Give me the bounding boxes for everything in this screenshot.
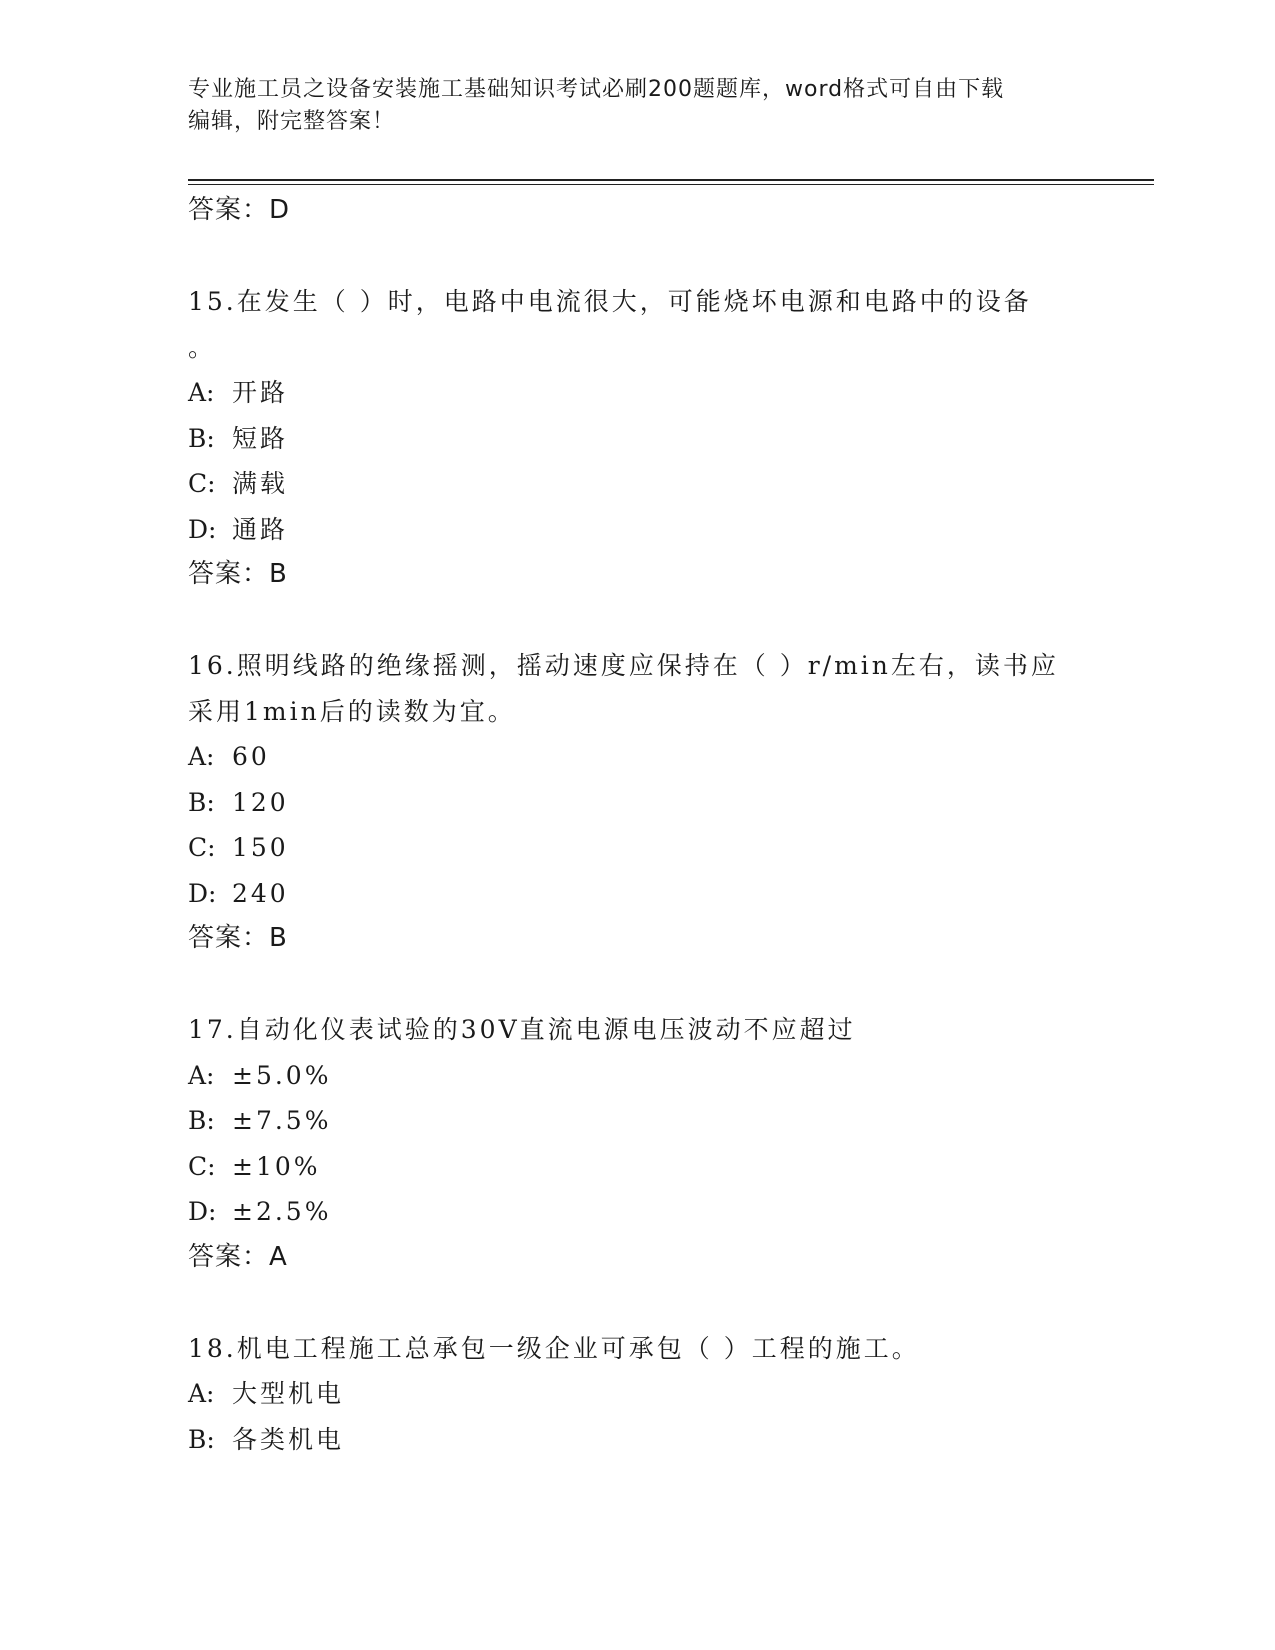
option-text: 120 (232, 787, 289, 817)
option-text: 各类机电 (232, 1424, 345, 1454)
option-text: 60 (232, 742, 270, 771)
option-item (188, 1144, 1088, 1190)
option-item (188, 370, 1088, 416)
option-item (188, 1417, 1088, 1463)
option-label: D: (188, 878, 217, 908)
question-block (188, 1007, 1088, 1280)
question-block (188, 279, 1088, 598)
option-text: 短路 (232, 423, 289, 453)
option-text: ±2.5% (232, 1197, 332, 1226)
option-item (188, 507, 1088, 553)
option-label: A: (188, 742, 215, 771)
option-text: 大型机电 (232, 1379, 345, 1408)
option-label: A: (188, 378, 215, 407)
option-text: 开路 (232, 378, 289, 407)
option-text: 通路 (232, 514, 289, 544)
header-line-2: 编辑，附完整答案！ (188, 109, 396, 134)
option-label: D: (188, 514, 217, 544)
option-item (188, 416, 1088, 462)
option-label: C: (188, 469, 216, 498)
answer-line: 答案：B (188, 559, 288, 589)
option-label: C: (188, 833, 216, 862)
question-stem: 。 (188, 332, 217, 362)
option-label: B: (188, 423, 215, 453)
option-item (188, 871, 1088, 917)
option-label: A: (188, 1379, 215, 1408)
page-header (188, 74, 1068, 138)
option-text: 满载 (232, 469, 289, 498)
option-item (188, 1053, 1088, 1099)
option-item (188, 461, 1088, 507)
question-block (188, 643, 1088, 962)
question-stem: 采用1min后的读数为宜。 (188, 696, 516, 726)
header-rule-thick (188, 179, 1154, 181)
question-stem: 16.照明线路的绝缘摇测，摇动速度应保持在（ ）r/min左右，读书应 (188, 651, 1059, 680)
option-label: B: (188, 1424, 215, 1454)
option-item (188, 780, 1088, 826)
option-label: A: (188, 1060, 215, 1090)
header-rule-thin (188, 184, 1154, 185)
option-item (188, 734, 1088, 780)
answer-line: 答案：B (188, 923, 288, 953)
question-stem: 15.在发生（ ）时，电路中电流很大，可能烧坏电源和电路中的设备 (188, 287, 1032, 316)
question-stem: 17.自动化仪表试验的30V直流电源电压波动不应超过 (188, 1015, 856, 1044)
option-text: 240 (232, 878, 289, 908)
option-item (188, 825, 1088, 871)
header-line-1: 专业施工员之设备安装施工基础知识考试必刷200题题库，word格式可自由下载 (188, 77, 1005, 102)
question-list (188, 188, 1088, 1462)
option-text: ±10% (232, 1151, 321, 1181)
question-stem: 18.机电工程施工总承包一级企业可承包（ ）工程的施工。 (188, 1333, 920, 1363)
answer-line: 答案：D (188, 195, 291, 225)
option-item (188, 1098, 1088, 1144)
question-block (188, 1326, 1088, 1463)
answer-line: 答案：A (188, 1241, 288, 1272)
option-text: 150 (232, 833, 289, 862)
option-label: D: (188, 1197, 217, 1226)
option-item (188, 1189, 1088, 1235)
option-label: B: (188, 787, 215, 817)
option-item (188, 1371, 1088, 1417)
option-label: B: (188, 1106, 215, 1135)
option-text: ±5.0% (232, 1060, 332, 1090)
option-text: ±7.5% (232, 1106, 332, 1135)
option-label: C: (188, 1151, 216, 1181)
